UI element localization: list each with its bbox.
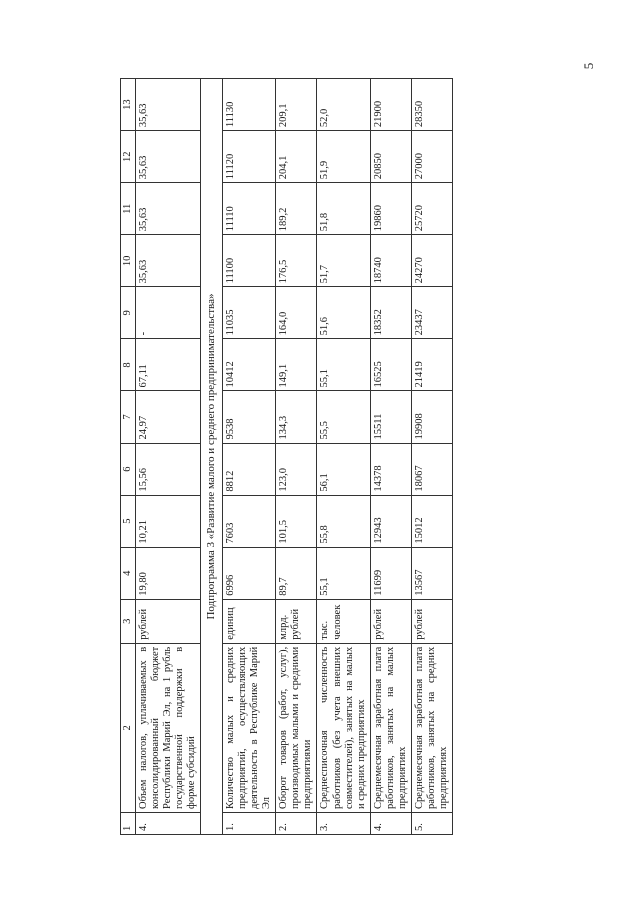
value-cell: 52,0 (317, 79, 370, 131)
value-cell: 18740 (370, 235, 411, 287)
value-cell: 11130 (223, 79, 276, 131)
value-cell: 55,1 (317, 547, 370, 599)
value-cell: 23437 (411, 287, 452, 339)
column-header-4: 4 (121, 547, 136, 599)
rotated-table-wrapper (120, 78, 520, 835)
table-row (276, 79, 317, 835)
row-number: 4. (136, 812, 201, 834)
value-cell: 15012 (411, 495, 452, 547)
value-cell: 11120 (223, 131, 276, 183)
value-cell: 20850 (370, 131, 411, 183)
table-body (136, 79, 453, 835)
value-cell: 6996 (223, 547, 276, 599)
unit-cell: рублей (411, 599, 452, 643)
column-header-12: 12 (121, 131, 136, 183)
value-cell: 204,1 (276, 131, 317, 183)
value-cell: 9538 (223, 391, 276, 443)
value-cell: 35,63 (136, 235, 201, 287)
value-cell: 149,1 (276, 339, 317, 391)
value-cell: 13567 (411, 547, 452, 599)
column-header-8: 8 (121, 339, 136, 391)
value-cell: 51,9 (317, 131, 370, 183)
indicators-table (120, 78, 453, 835)
value-cell: 51,6 (317, 287, 370, 339)
column-header-2: 2 (121, 643, 136, 812)
value-cell: 21419 (411, 339, 452, 391)
value-cell: 28350 (411, 79, 452, 131)
value-cell: - (136, 287, 201, 339)
table-row (317, 79, 370, 835)
value-cell: 27000 (411, 131, 452, 183)
unit-cell: млрд. рублей (276, 599, 317, 643)
table-row (136, 79, 201, 835)
indicator-name: Среднесписочная численность работников (без учета внешних совместителей), занятых на малых и средних предприятиях (317, 643, 370, 812)
value-cell: 35,63 (136, 183, 201, 235)
section-row (201, 79, 223, 835)
row-number: 2. (276, 812, 317, 834)
value-cell: 89,7 (276, 547, 317, 599)
column-header-6: 6 (121, 443, 136, 495)
indicator-name: Оборот товаров (работ, услуг), производимых малыми и средними предприятиями (276, 643, 317, 812)
unit-cell: тыс. человек (317, 599, 370, 643)
column-header-3: 3 (121, 599, 136, 643)
indicator-name: Объем налогов, уплачиваемых в консолидированный бюджет Республики Марий Эл, на 1 рубль государственной поддержки в форме субсидий (136, 643, 201, 812)
value-cell: 24,97 (136, 391, 201, 443)
document-page (120, 78, 520, 835)
value-cell: 55,5 (317, 391, 370, 443)
page-number: 5 (581, 62, 596, 70)
table-row (370, 79, 411, 835)
indicator-name: Количество малых и средних предприятий, осуществляющих деятельность в Республике Марий Эл (223, 643, 276, 812)
value-cell: 55,1 (317, 339, 370, 391)
row-number: 4. (370, 812, 411, 834)
row-number: 3. (317, 812, 370, 834)
value-cell: 14378 (370, 443, 411, 495)
value-cell: 18352 (370, 287, 411, 339)
value-cell: 209,1 (276, 79, 317, 131)
value-cell: 123,0 (276, 443, 317, 495)
indicator-name: Среднемесячная заработная плата работников, занятых на средних предприятиях (411, 643, 452, 812)
value-cell: 19908 (411, 391, 452, 443)
unit-cell: единиц (223, 599, 276, 643)
value-cell: 10412 (223, 339, 276, 391)
column-header-9: 9 (121, 287, 136, 339)
value-cell: 21900 (370, 79, 411, 131)
value-cell: 35,63 (136, 79, 201, 131)
value-cell: 11100 (223, 235, 276, 287)
value-cell: 15,56 (136, 443, 201, 495)
value-cell: 19,80 (136, 547, 201, 599)
value-cell: 11110 (223, 183, 276, 235)
column-number-header (121, 79, 136, 835)
column-header-5: 5 (121, 495, 136, 547)
value-cell: 35,63 (136, 131, 201, 183)
column-header-11: 11 (121, 183, 136, 235)
row-number: 1. (223, 812, 276, 834)
value-cell: 8812 (223, 443, 276, 495)
indicator-name: Среднемесячная заработная плата работников, занятых на малых предприятиях (370, 643, 411, 812)
column-header-1: 1 (121, 812, 136, 834)
value-cell: 16525 (370, 339, 411, 391)
column-header-10: 10 (121, 235, 136, 287)
value-cell: 176,5 (276, 235, 317, 287)
section-title: Подпрограмма 3 «Развитие малого и среднего предпринимательства» (201, 79, 223, 835)
value-cell: 18067 (411, 443, 452, 495)
unit-cell: рублей (136, 599, 201, 643)
value-cell: 7603 (223, 495, 276, 547)
table-row (223, 79, 276, 835)
unit-cell: рублей (370, 599, 411, 643)
value-cell: 12943 (370, 495, 411, 547)
column-header-7: 7 (121, 391, 136, 443)
value-cell: 101,5 (276, 495, 317, 547)
value-cell: 15511 (370, 391, 411, 443)
value-cell: 11035 (223, 287, 276, 339)
value-cell: 10,21 (136, 495, 201, 547)
value-cell: 25720 (411, 183, 452, 235)
value-cell: 24270 (411, 235, 452, 287)
value-cell: 164,0 (276, 287, 317, 339)
value-cell: 19860 (370, 183, 411, 235)
column-header-13: 13 (121, 79, 136, 131)
row-number: 5. (411, 812, 452, 834)
value-cell: 55,8 (317, 495, 370, 547)
value-cell: 67,11 (136, 339, 201, 391)
value-cell: 134,3 (276, 391, 317, 443)
value-cell: 11699 (370, 547, 411, 599)
value-cell: 189,2 (276, 183, 317, 235)
table-row (411, 79, 452, 835)
value-cell: 51,8 (317, 183, 370, 235)
value-cell: 56,1 (317, 443, 370, 495)
value-cell: 51,7 (317, 235, 370, 287)
